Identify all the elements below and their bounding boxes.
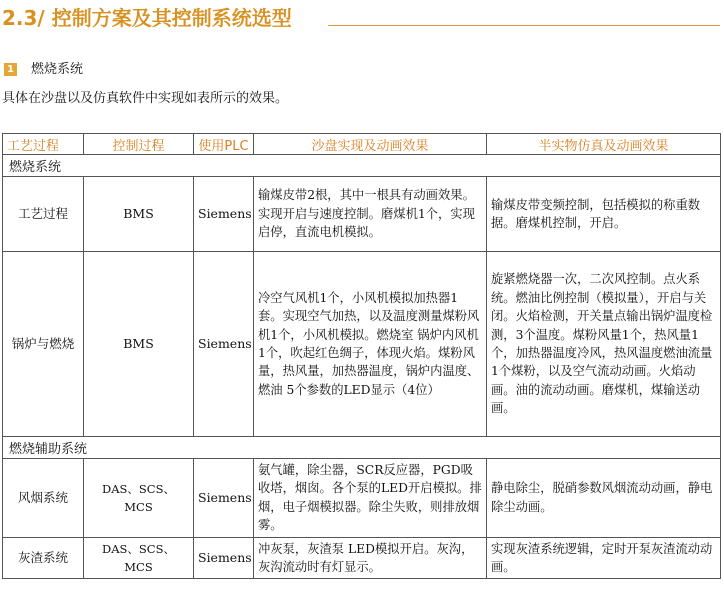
group-label: 燃烧系统 <box>3 155 721 177</box>
table-row <box>3 537 721 579</box>
group-row <box>3 437 721 459</box>
cell-process: 锅炉与燃烧 <box>3 252 84 437</box>
cell-control: BMS <box>84 252 194 437</box>
cell-process: 风烟系统 <box>3 459 84 538</box>
cell-control: DAS、SCS、MCS <box>84 537 194 579</box>
table-row <box>3 252 721 437</box>
table-row <box>3 177 721 252</box>
cell-plc: Siemens <box>194 177 254 252</box>
cell-process: 工艺过程 <box>3 177 84 252</box>
subsection-title: 燃烧系统 <box>31 62 84 77</box>
cell-control: DAS、SCS、MCS <box>84 459 194 538</box>
cell-control: BMS <box>84 177 194 252</box>
group-row <box>3 155 721 177</box>
cell-plc: Siemens <box>194 537 254 579</box>
table-row <box>3 459 721 538</box>
table-header-row <box>3 134 721 155</box>
cell-simulation: 输煤皮带变频控制，包括模拟的称重数据。磨煤机控制，开启。 <box>487 177 721 252</box>
section-title: 2.3/ 控制方案及其控制系统选型 <box>2 6 292 30</box>
section-header <box>0 4 724 34</box>
subsection-number-badge: 1 <box>4 63 17 76</box>
col-header-plc: 使用PLC <box>194 134 254 155</box>
cell-sandbox: 冲灰泵，灰渣泵 LED模拟开启。灰沟，灰沟流动时有灯显示。 <box>254 537 487 579</box>
cell-simulation: 旋紧燃烧器一次，二次风控制。点火系统。燃油比例控制（模拟量），开启与关闭。火焰检测，开关量点输出锅炉温度检测，3个温度。煤粉风量1个，热风量1个，加热器温度冷风，热风温度燃油流量1个煤粉，以及空气流动动画。火焰动画。油的流动动画。磨煤机，煤输送动画。 <box>487 252 721 437</box>
cell-plc: Siemens <box>194 252 254 437</box>
col-header-simulation: 半实物仿真及动画效果 <box>487 134 721 155</box>
col-header-process: 工艺过程 <box>3 134 84 155</box>
control-scheme-table <box>2 133 721 579</box>
cell-simulation: 实现灰渣系统逻辑，定时开泵灰渣流动动画。 <box>487 537 721 579</box>
cell-process: 灰渣系统 <box>3 537 84 579</box>
cell-simulation: 静电除尘，脱硝参数风烟流动动画，静电除尘动画。 <box>487 459 721 538</box>
group-label: 燃烧辅助系统 <box>3 437 721 459</box>
col-header-sandbox: 沙盘实现及动画效果 <box>254 134 487 155</box>
cell-sandbox: 氨气罐，除尘器，SCR反应器，PGD吸收塔，烟囱。各个泵的LED开启模拟。排烟，电子烟模拟器。除尘失败，则排放烟雾。 <box>254 459 487 538</box>
cell-sandbox: 冷空气风机1个，小风机模拟加热器1套。实现空气加热，以及温度测量煤粉风机1个，小风机模拟。燃烧室 锅炉内风机1个，吹起红色绸子，体现火焰。煤粉风量，热风量，加热器温度，锅炉内温度、燃油 5个参数的LED显示（4位） <box>254 252 487 437</box>
header-rule <box>328 25 720 26</box>
col-header-control: 控制过程 <box>84 134 194 155</box>
cell-sandbox: 输煤皮带2根，其中一根具有动画效果。实现开启与速度控制。磨煤机1个，实现启停，直流电机模拟。 <box>254 177 487 252</box>
cell-plc: Siemens <box>194 459 254 538</box>
intro-paragraph: 具体在沙盘以及仿真软件中实现如表所示的效果。 <box>2 91 289 106</box>
